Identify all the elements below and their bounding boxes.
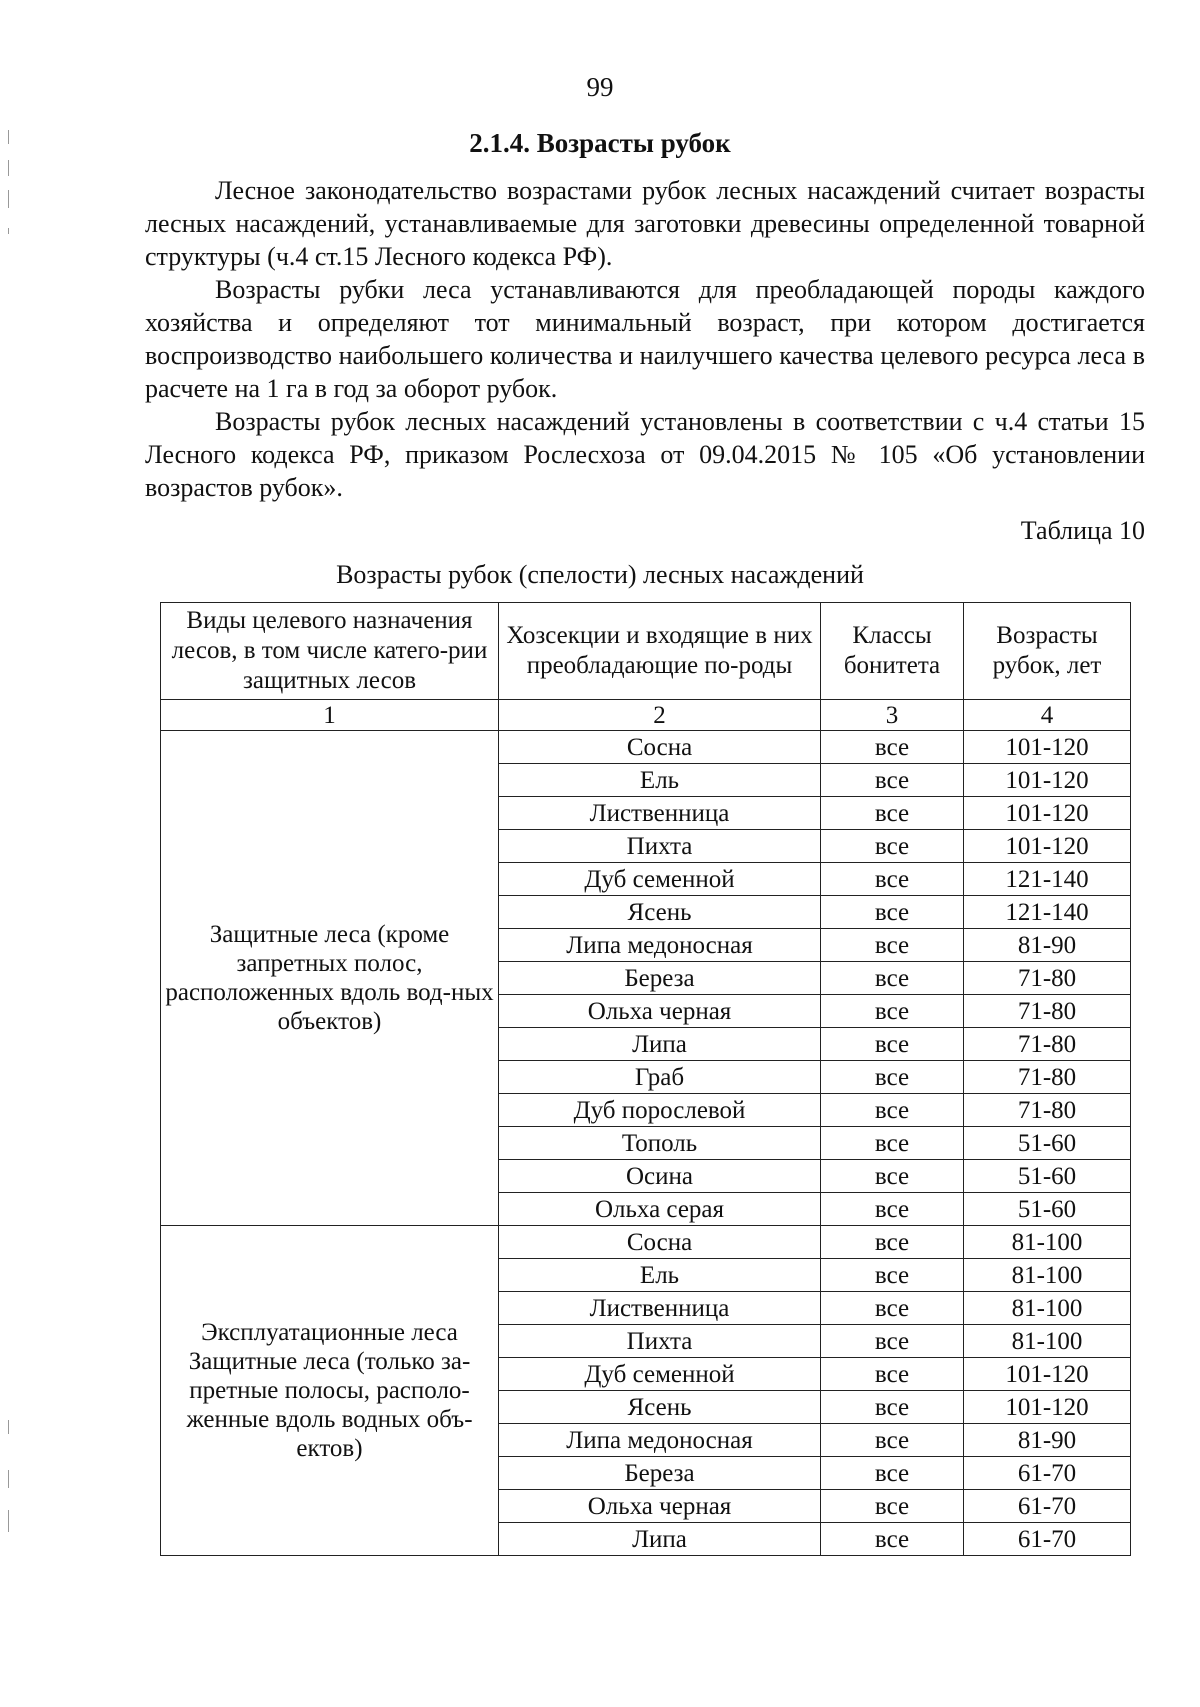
class-cell: все xyxy=(821,1094,964,1127)
species-cell: Липа медоносная xyxy=(499,1424,821,1457)
age-cell: 101-120 xyxy=(964,1358,1131,1391)
species-cell: Липа xyxy=(499,1028,821,1061)
age-cell: 101-120 xyxy=(964,797,1131,830)
header-category: Виды целевого назначения лесов, в том числе катего-рии защитных лесов xyxy=(161,603,499,700)
age-cell: 101-120 xyxy=(964,764,1131,797)
category-cell: Защитные леса (кроме запретных полос, расположенных вдоль вод-ных объектов) xyxy=(161,731,499,1226)
table-body xyxy=(161,731,1131,1556)
species-cell: Лиственница xyxy=(499,1292,821,1325)
class-cell: все xyxy=(821,1358,964,1391)
table-title: Возрасты рубок (спелости) лесных насаждений xyxy=(336,560,864,589)
class-cell: все xyxy=(821,1028,964,1061)
species-cell: Пихта xyxy=(499,830,821,863)
class-cell: все xyxy=(821,1490,964,1523)
species-cell: Пихта xyxy=(499,1325,821,1358)
species-cell: Ясень xyxy=(499,1391,821,1424)
class-cell: все xyxy=(821,1457,964,1490)
species-cell: Лиственница xyxy=(499,797,821,830)
age-cell: 81-90 xyxy=(964,1424,1131,1457)
column-number: 4 xyxy=(964,700,1131,731)
species-cell: Береза xyxy=(499,962,821,995)
age-cell: 51-60 xyxy=(964,1160,1131,1193)
age-cell: 81-100 xyxy=(964,1325,1131,1358)
age-cell: 71-80 xyxy=(964,1094,1131,1127)
column-number: 2 xyxy=(499,700,821,731)
header-class: Классы бонитета xyxy=(821,603,964,700)
class-cell: все xyxy=(821,1061,964,1094)
species-cell: Береза xyxy=(499,1457,821,1490)
category-cell: Эксплуатационные леса Защитные леса (только за-претные полосы, располо-женные вдоль водных объ-ектов) xyxy=(161,1226,499,1556)
age-cell: 71-80 xyxy=(964,1061,1131,1094)
table-number-label: Таблица 10 xyxy=(1020,516,1145,545)
species-cell: Дуб порослевой xyxy=(499,1094,821,1127)
class-cell: все xyxy=(821,1292,964,1325)
species-cell: Сосна xyxy=(499,1226,821,1259)
age-cell: 61-70 xyxy=(964,1523,1131,1556)
class-cell: все xyxy=(821,1226,964,1259)
age-cell: 101-120 xyxy=(964,830,1131,863)
age-cell: 121-140 xyxy=(964,863,1131,896)
class-cell: все xyxy=(821,764,964,797)
class-cell: все xyxy=(821,863,964,896)
page-number: 99 xyxy=(586,72,614,102)
column-number-row xyxy=(161,700,1131,731)
species-cell: Ольха серая xyxy=(499,1193,821,1226)
species-cell: Липа медоносная xyxy=(499,929,821,962)
species-cell: Осина xyxy=(499,1160,821,1193)
age-cell: 121-140 xyxy=(964,896,1131,929)
class-cell: все xyxy=(821,1325,964,1358)
header-age: Возрасты рубок, лет xyxy=(964,603,1131,700)
age-cell: 71-80 xyxy=(964,995,1131,1028)
paragraph: Возрасты рубки леса устанавливаются для преобладающей породы каждого хозяйства и определяют тот минимальный возраст, при котором достигается воспроизводство наибольшего количества и наилучшего качества целевого ресурса леса в расчете на 1 га в год за оборот рубок. xyxy=(145,275,1145,403)
table-header-row xyxy=(161,603,1131,700)
age-cell: 61-70 xyxy=(964,1490,1131,1523)
species-cell: Ель xyxy=(499,1259,821,1292)
age-cell: 81-100 xyxy=(964,1292,1131,1325)
column-number: 1 xyxy=(161,700,499,731)
species-cell: Липа xyxy=(499,1523,821,1556)
species-cell: Ясень xyxy=(499,896,821,929)
class-cell: все xyxy=(821,1259,964,1292)
age-cell: 51-60 xyxy=(964,1193,1131,1226)
species-cell: Дуб семенной xyxy=(499,1358,821,1391)
class-cell: все xyxy=(821,1127,964,1160)
column-number: 3 xyxy=(821,700,964,731)
class-cell: все xyxy=(821,830,964,863)
class-cell: все xyxy=(821,1391,964,1424)
age-cell: 81-100 xyxy=(964,1226,1131,1259)
class-cell: все xyxy=(821,731,964,764)
header-species: Хозсекции и входящие в них преобладающие по-роды xyxy=(499,603,821,700)
age-cell: 101-120 xyxy=(964,731,1131,764)
class-cell: все xyxy=(821,962,964,995)
age-cell: 101-120 xyxy=(964,1391,1131,1424)
species-cell: Дуб семенной xyxy=(499,863,821,896)
age-cell: 61-70 xyxy=(964,1457,1131,1490)
age-cell: 81-100 xyxy=(964,1259,1131,1292)
body-text xyxy=(145,174,1145,504)
age-cell: 51-60 xyxy=(964,1127,1131,1160)
class-cell: все xyxy=(821,1424,964,1457)
species-cell: Ольха черная xyxy=(499,995,821,1028)
cutting-ages-table xyxy=(160,602,1131,1556)
species-cell: Граб xyxy=(499,1061,821,1094)
class-cell: все xyxy=(821,797,964,830)
species-cell: Тополь xyxy=(499,1127,821,1160)
species-cell: Ольха черная xyxy=(499,1490,821,1523)
class-cell: все xyxy=(821,995,964,1028)
class-cell: все xyxy=(821,1193,964,1226)
age-cell: 71-80 xyxy=(964,1028,1131,1061)
class-cell: все xyxy=(821,896,964,929)
table-row xyxy=(161,731,1131,764)
species-cell: Ель xyxy=(499,764,821,797)
paragraph: Лесное законодательство возрастами рубок лесных насаждений считает возрасты лесных насаждений, устанавливаемые для заготовки древесины определенной товарной структуры (ч.4 ст.15 Лесного кодекса РФ). xyxy=(145,176,1145,271)
age-cell: 71-80 xyxy=(964,962,1131,995)
section-title: 2.1.4. Возрасты рубок xyxy=(469,128,731,158)
class-cell: все xyxy=(821,929,964,962)
paragraph: Возрасты рубок лесных насаждений установлены в соответствии с ч.4 статьи 15 Лесного кодекса РФ, приказом Рослесхоза от 09.04.2015 № 105 «Об установлении возрастов рубок». xyxy=(145,407,1145,502)
species-cell: Сосна xyxy=(499,731,821,764)
class-cell: все xyxy=(821,1523,964,1556)
age-cell: 81-90 xyxy=(964,929,1131,962)
class-cell: все xyxy=(821,1160,964,1193)
table-row xyxy=(161,1226,1131,1259)
